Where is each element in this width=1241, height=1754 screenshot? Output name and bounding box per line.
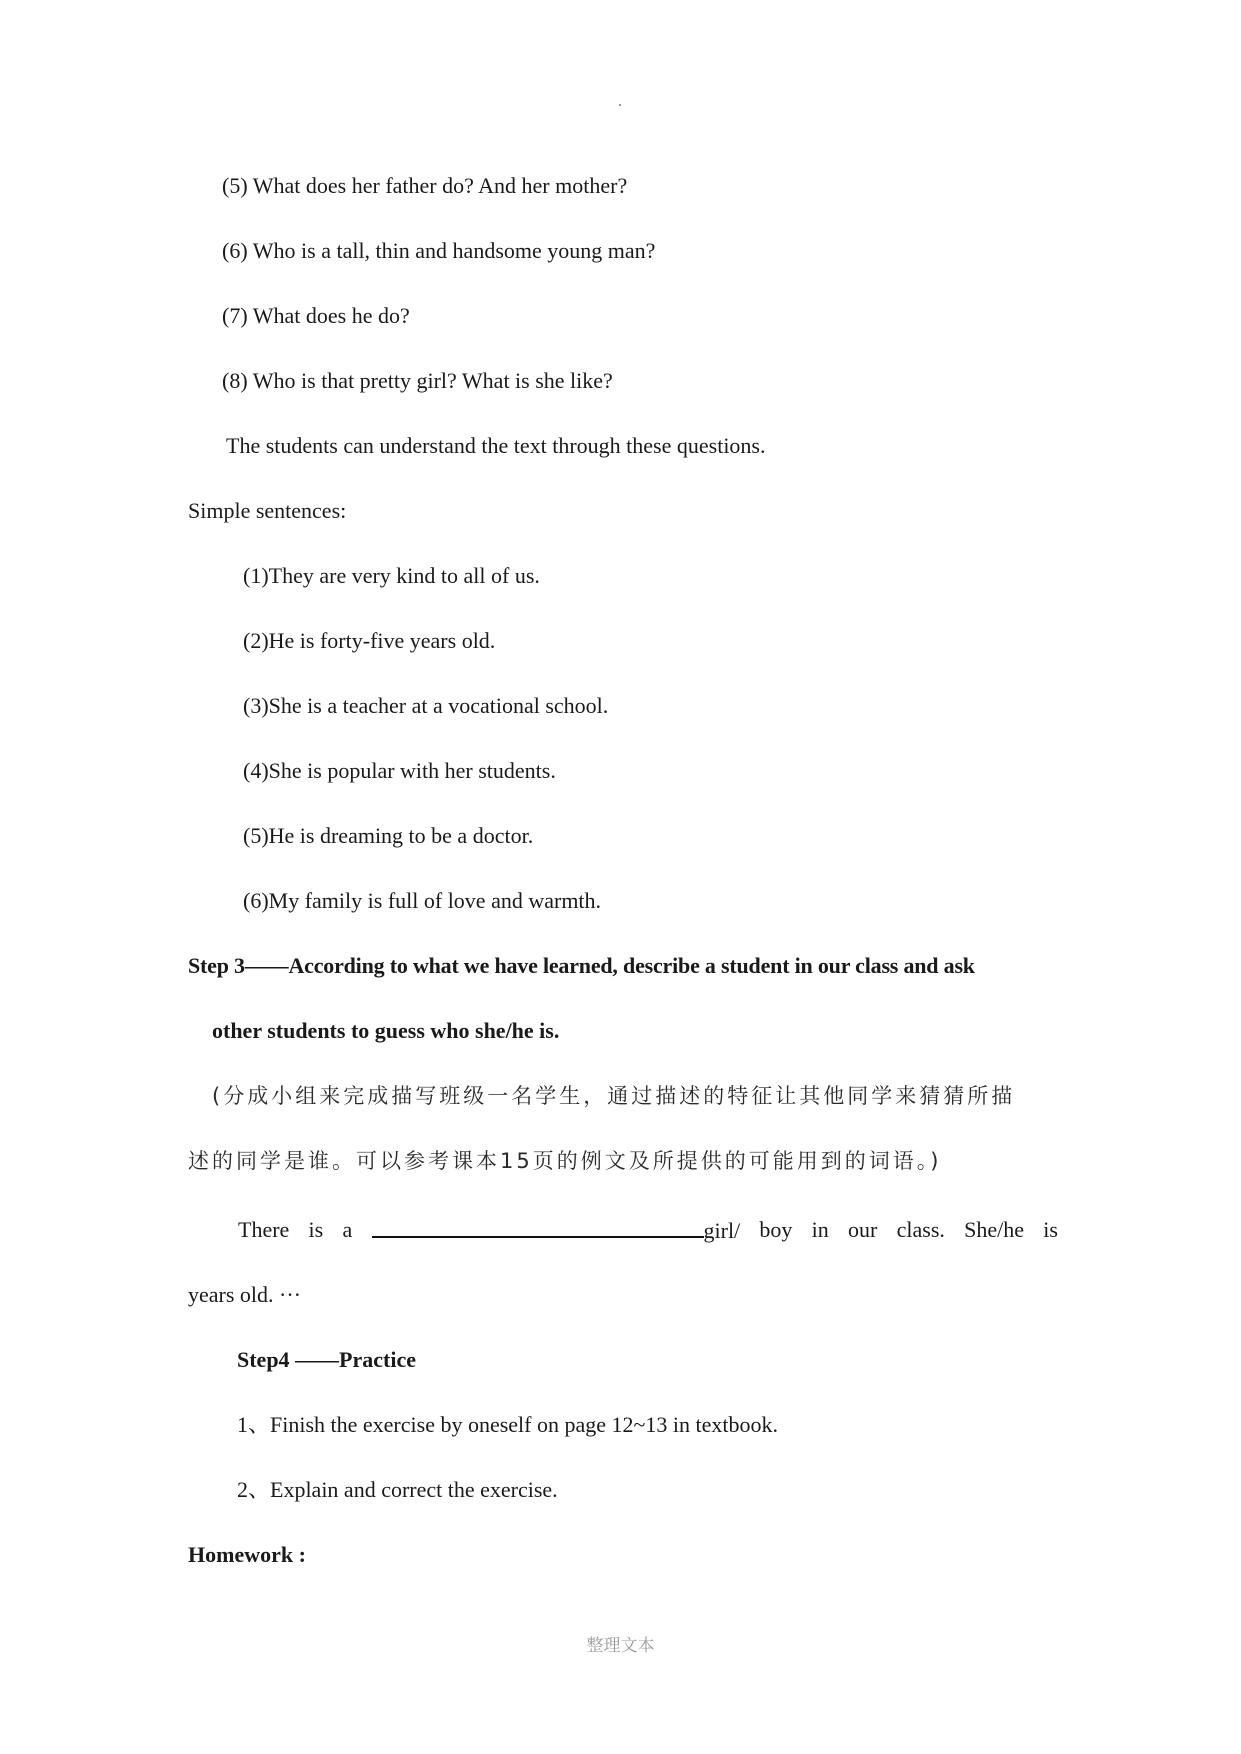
answer-blank[interactable] xyxy=(372,1216,704,1238)
simple-sentence-4: (4)She is popular with her students. xyxy=(243,758,556,783)
simple-sentence-1: (1)They are very kind to all of us. xyxy=(243,563,540,588)
fill-in-sentence-line2: years old. ··· xyxy=(188,1282,302,1307)
header-mark xyxy=(619,104,621,106)
fill-word-there: There xyxy=(238,1217,290,1242)
question-8: (8) Who is that pretty girl? What is she like? xyxy=(222,368,613,393)
simple-sentence-3: (3)She is a teacher at a vocational school. xyxy=(243,693,609,718)
question-7: (7) What does he do? xyxy=(222,303,410,328)
step3-chinese-instruction-line1: (分成小组来完成描写班级一名学生，通过描述的特征让其他同学来猜猜所描 xyxy=(212,1084,1016,1108)
step3-heading-line2: other students to guess who she/he is. xyxy=(212,1018,560,1043)
simple-sentences-label: Simple sentences: xyxy=(188,498,347,523)
page-footer: 整理文本 xyxy=(586,1636,655,1656)
simple-sentence-2: (2)He is forty-five years old. xyxy=(243,628,496,653)
question-6: (6) Who is a tall, thin and handsome young man? xyxy=(222,238,656,263)
fill-word-girl: girl/ xyxy=(703,1218,741,1243)
simple-sentence-5: (5)He is dreaming to be a doctor. xyxy=(243,823,534,848)
fill-in-sentence xyxy=(238,1216,1058,1245)
fill-word-boy: boy xyxy=(759,1217,793,1242)
step3-chinese-instruction-line2: 述的同学是谁。可以参考课本15页的例文及所提供的可能用到的词语。) xyxy=(188,1149,942,1173)
step3-heading-line1: Step 3——According to what we have learned, describe a student in our class and ask xyxy=(188,953,975,978)
fill-word-in: in xyxy=(811,1217,829,1242)
fill-word-is: is xyxy=(308,1217,324,1242)
homework-label: Homework : xyxy=(188,1542,306,1567)
fill-word-class: class. xyxy=(896,1217,945,1242)
step4-heading: Step4 ——Practice xyxy=(237,1347,416,1372)
step4-item-1: 1、Finish the exercise by oneself on page 12~13 in textbook. xyxy=(237,1412,779,1437)
question-5: (5) What does her father do? And her mother? xyxy=(222,173,628,198)
fill-word-is-2: is xyxy=(1043,1217,1058,1242)
step4-item-2: 2、Explain and correct the exercise. xyxy=(237,1477,558,1502)
fill-word-she-he: She/he xyxy=(964,1217,1025,1242)
fill-word-our: our xyxy=(848,1217,878,1242)
fill-word-a: a xyxy=(342,1217,353,1242)
understand-note: The students can understand the text through these questions. xyxy=(226,433,766,458)
simple-sentence-6: (6)My family is full of love and warmth. xyxy=(243,888,602,913)
